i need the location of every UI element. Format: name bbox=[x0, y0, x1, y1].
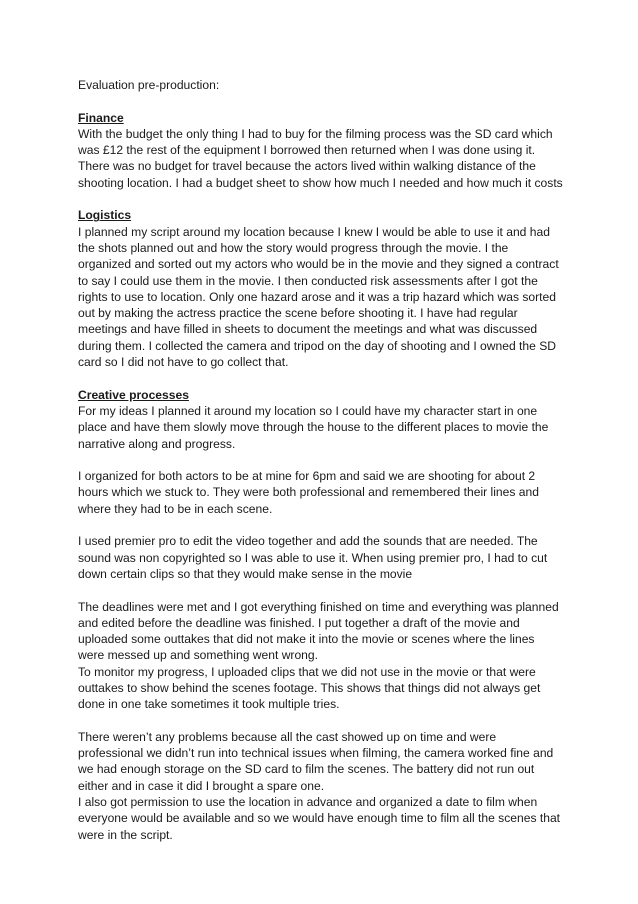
logistics-heading: Logistics bbox=[78, 208, 132, 223]
creative-paragraph-problems: There weren’t any problems because all the cast showed up on time and were professional we didn’t run into technical issues when filming, the camera worked fine and we had enough storage on the SD card to film the scenes. The battery did not run out either and in case it did I brought a spare one. bbox=[78, 729, 554, 793]
finance-paragraph: With the budget the only thing I had to buy for the filming process was the SD card which was £12 the rest of the equipment I borrowed then returned when I was done using it. There was no budget for travel because the actors lived within walking distance of the shooting location. I had a budget sheet to show how much I needed and how much it costs bbox=[78, 126, 563, 190]
paragraph-spacer bbox=[78, 713, 564, 729]
logistics-paragraph: I planned my script around my location because I knew I would be able to use it and had the shots planned out and how the story would progress through the movie. I the organized and sorted out my actors who would be in the movie and they signed a contract to say I could use them in the movie. I then conducted risk assessments after I got the rights to use to location. Only one hazard arose and it was a trip hazard which was sorted out by making the actress practice the scene before shooting it. I have had regular meetings and have filled in sheets to document the meetings and what was discussed during them. I collected the camera and tripod on the day of shooting and I owned the SD card so I did not have to go collect that. bbox=[78, 224, 559, 370]
section-spacer bbox=[78, 191, 564, 207]
paragraph-spacer bbox=[78, 582, 564, 598]
creative-heading: Creative processes bbox=[78, 387, 189, 402]
creative-paragraph-actors: I organized for both actors to be at mine for 6pm and said we are shooting for about 2 hours which we stuck to. They were both professional and remembered their lines and where they had to be in each scene. bbox=[78, 469, 539, 516]
creative-paragraph-editing: I used premier pro to edit the video together and add the sounds that are needed. The sound was non copyrighted so I was able to use it. When using premier pro, I had to cut down certain clips so that they would make sense in the movie bbox=[78, 534, 548, 581]
section-spacer bbox=[78, 370, 564, 386]
creative-paragraph-deadlines: The deadlines were met and I got everything finished on time and everything was planned and edited before the deadline was finished. I put together a draft of the movie and uploaded some outtakes that did not make it into the movie or scenes where the lines were messed up and something went wrong. bbox=[78, 599, 559, 663]
creative-paragraph-ideas: For my ideas I planned it around my location so I could have my character start in one place and have them slowly move through the house to the different places to movie the narrative along and progress. bbox=[78, 403, 549, 451]
paragraph-spacer bbox=[78, 517, 564, 533]
document-title: Evaluation pre-production: bbox=[78, 78, 220, 92]
document-page bbox=[78, 77, 564, 843]
creative-paragraph-monitoring: To monitor my progress, I uploaded clips that we did not use in the movie or that were outtakes to show behind the scenes footage. This shows that things did not always get done in one take sometimes it took multiple tries. bbox=[78, 664, 541, 712]
finance-heading: Finance bbox=[78, 110, 124, 125]
creative-paragraph-permission: I also got permission to use the location in advance and organized a date to film when everyone would be available and so we would have enough time to film all the scenes that were in the script. bbox=[78, 795, 561, 842]
paragraph-spacer bbox=[78, 452, 564, 468]
